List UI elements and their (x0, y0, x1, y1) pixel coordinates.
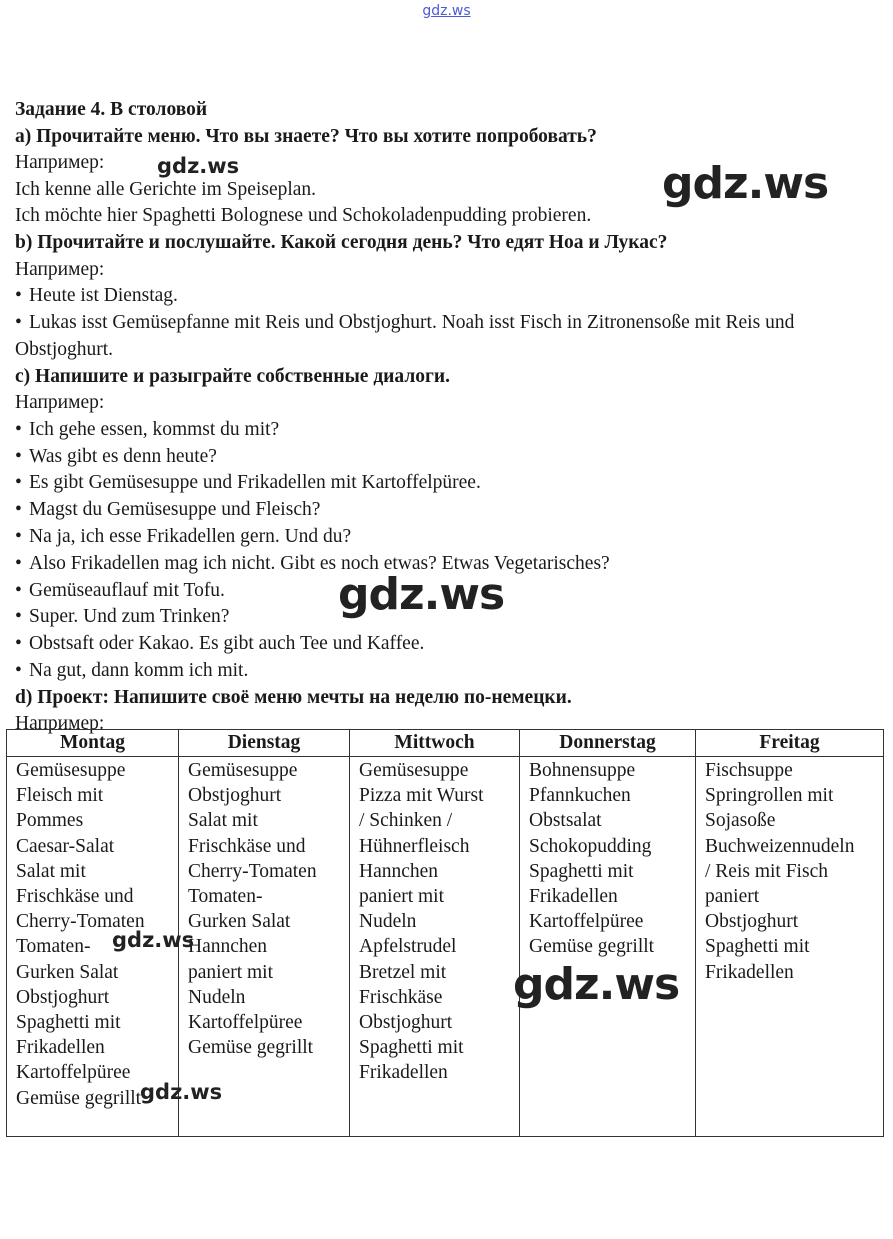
dish-item: Gemüse gegrillt (188, 1037, 314, 1059)
dish-item: Obstjoghurt (188, 785, 282, 807)
dialogue-line: • Gemüseauflauf mit Tofu. (15, 578, 883, 605)
dish-item: Fischsuppe (705, 760, 793, 781)
part-a-heading: a) Прочитайте меню. Что вы знаете? Что вы хотите попробовать? (15, 125, 597, 147)
dish-item: Schokopudding (529, 835, 652, 857)
dish-item: Kartoffelpüree (529, 911, 644, 933)
dish-item: Obstjoghurt (16, 986, 110, 1008)
dish-item: Gemüsesuppe (188, 760, 298, 781)
part-a-line: Ich möchte hier Spaghetti Bolognese und Schokoladenpudding probieren. (15, 205, 592, 227)
part-d-example-label: Например: (15, 713, 105, 735)
dish-item: Pizza mit Wurst / Schinken / Hühnerfleisch (359, 785, 484, 857)
task-title: Задание 4. В столовой (15, 99, 208, 120)
dialogue-line: • Magst du Gemüsesuppe und Fleisch? (15, 497, 883, 524)
bullet-dot-icon: • (15, 633, 22, 655)
dialogue-line: • Ich gehe essen, kommst du mit? (15, 417, 883, 444)
dish-item: Gemüse gegrillt (16, 1087, 142, 1109)
bullet-dot-icon: • (15, 311, 22, 333)
bullet-dot-icon: • (15, 552, 22, 574)
watermark-logo: gdz.ws (513, 959, 680, 1010)
dish-item: Pfannkuchen (529, 785, 631, 807)
dish-item: Kartoffelpüree (188, 1012, 303, 1034)
part-a-line: Ich kenne alle Gerichte im Speiseplan. (15, 178, 317, 200)
watermark-logo: gdz.ws (338, 569, 505, 620)
dialogue-line: • Super. Und zum Trinken? (15, 604, 883, 631)
dish-item: Springrollen mit Sojasoße (705, 785, 834, 832)
dish-item: Obstjoghurt (705, 911, 799, 933)
part-c-example-label: Например: (15, 392, 105, 414)
bullet-dot-icon: • (15, 285, 22, 307)
part-d-heading: d) Проект: Напишите своё меню мечты на неделю по-немецки. (15, 686, 572, 708)
bullet-dot-icon: • (15, 606, 22, 628)
day-header-montag: Montag (7, 730, 179, 757)
day-header-donnerstag: Donnerstag (520, 730, 696, 757)
bullet-dot-icon: • (15, 472, 22, 494)
bullet-dot-icon: • (15, 499, 22, 521)
dialogue-line: • Obstsaft oder Kakao. Es gibt auch Tee und Kaffee. (15, 631, 883, 658)
dish-item: Tomaten- Gurken Salat (16, 936, 119, 983)
bullet-dot-icon: • (15, 525, 22, 547)
dish-item: Caesar-Salat (16, 835, 115, 857)
dish-item: Hannchen paniert mit Nudeln (359, 860, 445, 933)
dish-item: Salat mit Frischkäse und Cherry-Tomaten (188, 810, 317, 882)
watermark-logo: gdz.ws (112, 928, 195, 952)
part-b-heading: b) Прочитайте и послушайте. Какой сегодня день? Что едят Ноа и Лукас? (15, 231, 668, 253)
bullet-dot-icon: • (15, 418, 22, 440)
day-header-dienstag: Dienstag (179, 730, 350, 757)
dish-item: Spaghetti mit Frikadellen (705, 936, 810, 983)
site-link[interactable]: gdz.ws (422, 3, 471, 19)
watermark-logo: gdz.ws (157, 154, 240, 178)
dish-item: Spaghetti mit Frikadellen (16, 1012, 121, 1059)
dish-item: Salat mit Frischkäse und Cherry-Tomaten (16, 860, 145, 933)
dialogue-list (15, 417, 883, 685)
part-c-heading: c) Напишите и разыграйте собственные диалоги. (15, 365, 450, 387)
bullet-dot-icon: • (15, 659, 22, 681)
dish-item: Buchweizennudeln / Reis mit Fisch paniert (705, 835, 855, 908)
menu-cell-mittwoch (350, 757, 520, 1137)
dish-item: Kartoffelpüree (16, 1062, 131, 1084)
dialogue-line: • Es gibt Gemüsesuppe und Frikadellen mit Kartoffelpüree. (15, 470, 883, 497)
part-a-example-label: Например: (15, 152, 105, 174)
bullet-dot-icon: • (15, 445, 22, 467)
day-header-freitag: Freitag (696, 730, 884, 757)
dialogue-line: • Na gut, dann komm ich mit. (15, 658, 883, 685)
dish-item: Gemüse gegrillt (529, 936, 655, 958)
table-header-row (7, 730, 884, 757)
bullet-dot-icon: • (15, 579, 22, 601)
dialogue-line: • Na ja, ich esse Frikadellen gern. Und du? (15, 524, 883, 551)
menu-cell-donnerstag (520, 757, 696, 1137)
watermark-logo: gdz.ws (662, 158, 829, 209)
dish-item: Bretzel mit Frischkäse (359, 961, 447, 1008)
dish-item: Fleisch mit Pommes (16, 785, 104, 832)
part-b-bullet: • Lukas isst Gemüsepfanne mit Reis und Obstjoghurt. Noah isst Fisch in Zitronensoße mit Reis und Obstjoghurt. (15, 311, 795, 360)
day-header-mittwoch: Mittwoch (350, 730, 520, 757)
menu-cell-freitag (696, 757, 884, 1137)
dish-item: Spaghetti mit Frikadellen (359, 1037, 464, 1084)
dialogue-line: • Was gibt es denn heute? (15, 444, 883, 471)
part-b-bullet: • Heute ist Dienstag. (15, 283, 883, 310)
dish-item: Obstsalat (529, 810, 602, 832)
dialogue-line: • Also Frikadellen mag ich nicht. Gibt es noch etwas? Etwas Vegetarisches? (15, 551, 883, 578)
watermark-logo: gdz.ws (140, 1080, 223, 1104)
dish-item: Hannchen paniert mit Nudeln (188, 936, 274, 1008)
dish-item: Spaghetti mit Frikadellen (529, 860, 634, 908)
part-b-example-label: Например: (15, 258, 105, 280)
dish-item: Gemüsesuppe (16, 760, 126, 781)
dish-item: Tomaten- Gurken Salat (188, 886, 291, 933)
dish-item: Apfelstrudel (359, 936, 457, 958)
dish-item: Gemüsesuppe (359, 760, 469, 781)
dish-item: Bohnensuppe (529, 760, 636, 781)
dish-item: Obstjoghurt (359, 1012, 453, 1034)
